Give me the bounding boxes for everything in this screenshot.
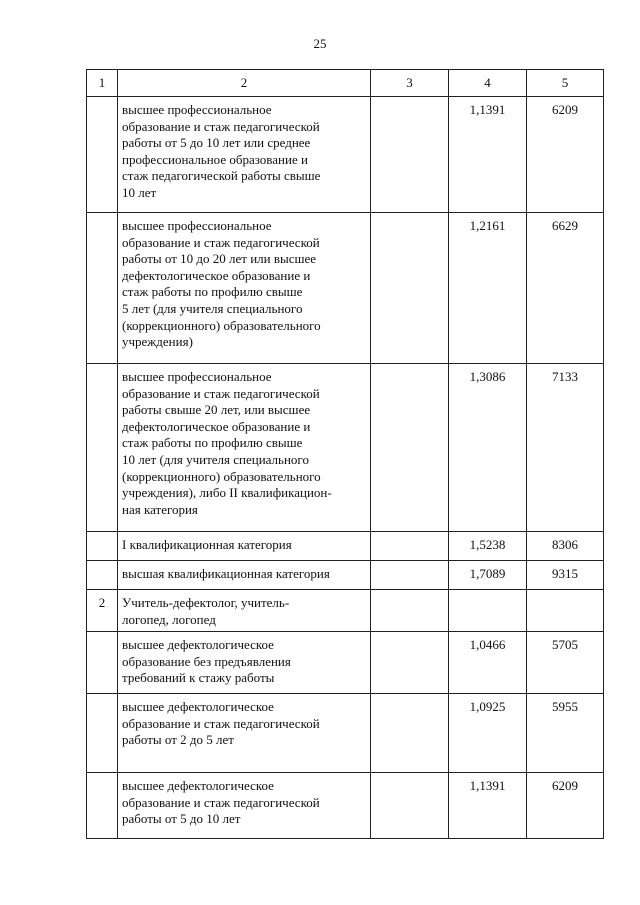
position-description-cell [118,213,371,364]
table-row [87,532,604,561]
table-row [87,694,604,773]
col-3-cell [371,532,449,561]
coefficient-cell [449,590,527,632]
row-number-cell [87,532,118,561]
description-line: работы от 2 до 5 лет [122,732,234,748]
description-line: работы от 5 до 10 лет [122,811,241,827]
salary-cell: 6629 [527,213,604,364]
coefficient-cell: 1,7089 [449,561,527,590]
description-line: дефектологическое образование и [122,418,311,434]
description-line: (коррекционного) образовательного [122,468,321,484]
row-number-cell [87,632,118,694]
row-number-cell: 2 [87,590,118,632]
salary-cell [527,590,604,632]
description-line: (коррекционного) образовательного [122,317,321,333]
position-description-cell [118,97,371,213]
position-description-cell [118,632,371,694]
salary-table [86,69,604,839]
position-description-cell [118,561,371,590]
description-line: ная категория [122,501,198,517]
table-row [87,590,604,632]
col-3-cell [371,561,449,590]
table-row [87,632,604,694]
table-header-row [87,70,604,97]
description-line: Учитель-дефектолог, учитель- [122,595,290,610]
description-line: образование без предъявления [122,653,291,669]
position-description-cell [118,773,371,839]
salary-cell: 7133 [527,364,604,532]
description-line: работы свыше 20 лет, или высшее [122,402,311,418]
description-line: высшее дефектологическое [122,637,274,653]
description-line: образование и стаж педагогической [122,715,320,731]
salary-cell: 8306 [527,532,604,561]
description-line: высшее дефектологическое [122,699,274,715]
description-line: логопед, логопед [122,611,216,627]
col-3-cell [371,97,449,213]
description-line: высшая квалификационная категория [122,566,330,581]
salary-cell: 5705 [527,632,604,694]
coefficient-cell: 1,5238 [449,532,527,561]
col-3-cell [371,364,449,532]
position-description-cell [118,590,371,632]
description-line: дефектологическое образование и [122,267,311,283]
salary-cell: 9315 [527,561,604,590]
description-line: работы от 10 до 20 лет или высшее [122,251,317,267]
description-line: профессиональное образование и [122,151,308,167]
position-description-cell [118,532,371,561]
header-col-1: 1 [87,70,118,97]
header-col-5: 5 [527,70,604,97]
description-line: стаж работы по профилю свыше [122,284,303,300]
description-line: требований к стажу работы [122,670,275,686]
coefficient-cell: 1,3086 [449,364,527,532]
row-number-cell [87,213,118,364]
row-number-cell [87,773,118,839]
description-line: работы от 5 до 10 лет или среднее [122,135,311,151]
coefficient-cell: 1,1391 [449,97,527,213]
row-number-cell [87,694,118,773]
description-line: высшее профессиональное [122,369,272,384]
description-line: образование и стаж педагогической [122,118,320,134]
description-line: высшее дефектологическое [122,778,274,794]
col-3-cell [371,632,449,694]
col-3-cell [371,694,449,773]
position-description-cell [118,694,371,773]
position-description-cell [118,364,371,532]
table-row [87,561,604,590]
row-number-cell [87,561,118,590]
salary-cell: 6209 [527,773,604,839]
table-row [87,773,604,839]
description-line: учреждения) [122,334,193,350]
coefficient-cell: 1,0925 [449,694,527,773]
row-number-cell [87,97,118,213]
page-number: 25 [313,36,327,51]
description-line: стаж работы по профилю свыше [122,435,303,451]
salary-cell: 6209 [527,97,604,213]
description-line: 10 лет [122,184,157,200]
col-3-cell [371,590,449,632]
coefficient-cell: 1,1391 [449,773,527,839]
description-line: образование и стаж педагогической [122,385,320,401]
description-line: образование и стаж педагогической [122,794,320,810]
coefficient-cell: 1,0466 [449,632,527,694]
salary-cell: 5955 [527,694,604,773]
header-col-2: 2 [118,70,371,97]
col-3-cell [371,213,449,364]
description-line: I квалификационная категория [122,537,292,552]
description-line: учреждения), либо II квалификацион- [122,485,332,501]
description-line: высшее профессиональное [122,102,272,117]
table-row [87,213,604,364]
description-line: 5 лет (для учителя специального [122,300,303,316]
header-col-3: 3 [371,70,449,97]
description-line: образование и стаж педагогической [122,234,320,250]
coefficient-cell: 1,2161 [449,213,527,364]
description-line: стаж педагогической работы свыше [122,168,321,184]
table-row [87,364,604,532]
table-row [87,97,604,213]
col-3-cell [371,773,449,839]
header-col-4: 4 [449,70,527,97]
row-number-cell [87,364,118,532]
description-line: высшее профессиональное [122,218,272,233]
description-line: 10 лет (для учителя специального [122,451,309,467]
